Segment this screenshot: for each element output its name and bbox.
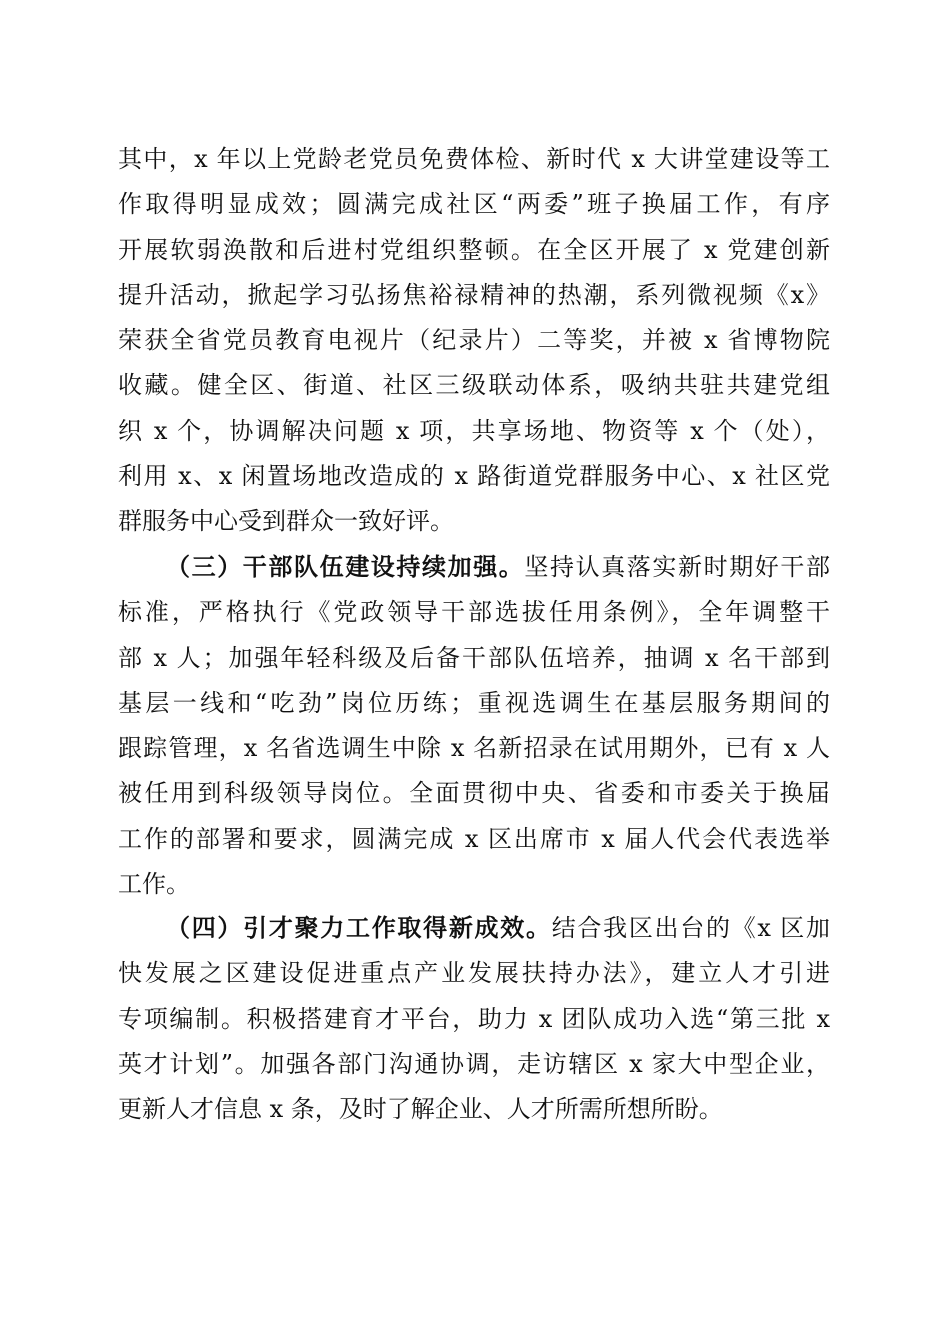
text-line: 群服务中心受到群众一致好评。: [118, 507, 454, 536]
text-line: 快发展之区建设促进重点产业发展扶持办法》，建立人才引进: [118, 959, 830, 988]
text-line: 英才计划”。加强各部门沟通协调，走访辖区 x 家大中型企业，: [118, 1049, 830, 1078]
text-line: 部 x 人；加强年轻科级及后备干部队伍培养，抽调 x 名干部到: [118, 643, 830, 672]
section-heading: （四）引才聚力工作取得新成效。: [166, 913, 552, 942]
text-line: 收藏。健全区、街道、社区三级联动体系，吸纳共驻共建党组: [118, 371, 830, 400]
text-line: 工作。: [118, 870, 190, 899]
paragraph-first-line: [118, 905, 830, 951]
paragraph-first-line: [118, 544, 830, 590]
text-line: 专项编制。积极搭建育才平台，助力 x 团队成功入选“第三批 x: [118, 1004, 830, 1033]
text-line: 被任用到科级领导岗位。全面贯彻中央、省委和市委关于换届: [118, 779, 830, 808]
text-line: 作取得明显成效；圆满完成社区“两委”班子换届工作，有序: [118, 190, 830, 219]
text-line: 荣获全省党员教育电视片（纪录片）二等奖，并被 x 省博物院: [118, 326, 830, 355]
text-line: 开展软弱涣散和后进村党组织整顿。在全区开展了 x 党建创新: [118, 235, 830, 264]
text-line-rest: 结合我区出台的《x 区加: [551, 914, 830, 942]
text-line: 基层一线和“吃劲”岗位历练；重视选调生在基层服务期间的: [118, 688, 830, 717]
text-line: 跟踪管理，x 名省选调生中除 x 名新招录在试用期外，已有 x 人: [118, 734, 830, 763]
section-heading: （三）干部队伍建设持续加强。: [166, 552, 525, 581]
text-line: 其中，x 年以上党龄老党员免费体检、新时代 x 大讲堂建设等工: [118, 145, 830, 173]
paragraph-party-building: [118, 137, 830, 545]
text-line-rest: 坚持认真落实新时期好干部: [524, 553, 831, 581]
text-line: 织 x 个，协调解决问题 x 项，共享场地、物资等 x 个（处），: [118, 416, 830, 445]
text-line: 利用 x、x 闲置场地改造成的 x 路街道党群服务中心、x 社区党: [118, 462, 830, 491]
text-line: 工作的部署和要求，圆满完成 x 区出席市 x 届人代会代表选举: [118, 824, 830, 853]
paragraph-cadre-team: [118, 544, 830, 907]
text-line: 提升活动，掀起学习弘扬焦裕禄精神的热潮，系列微视频《x》: [118, 280, 830, 309]
text-line: 标准，严格执行《党政领导干部选拔任用条例》，全年调整干: [118, 598, 830, 627]
text-line: 更新人才信息 x 条，及时了解企业、人才所需所想所盼。: [118, 1095, 723, 1124]
paragraph-talent-recruitment: [118, 905, 830, 1132]
